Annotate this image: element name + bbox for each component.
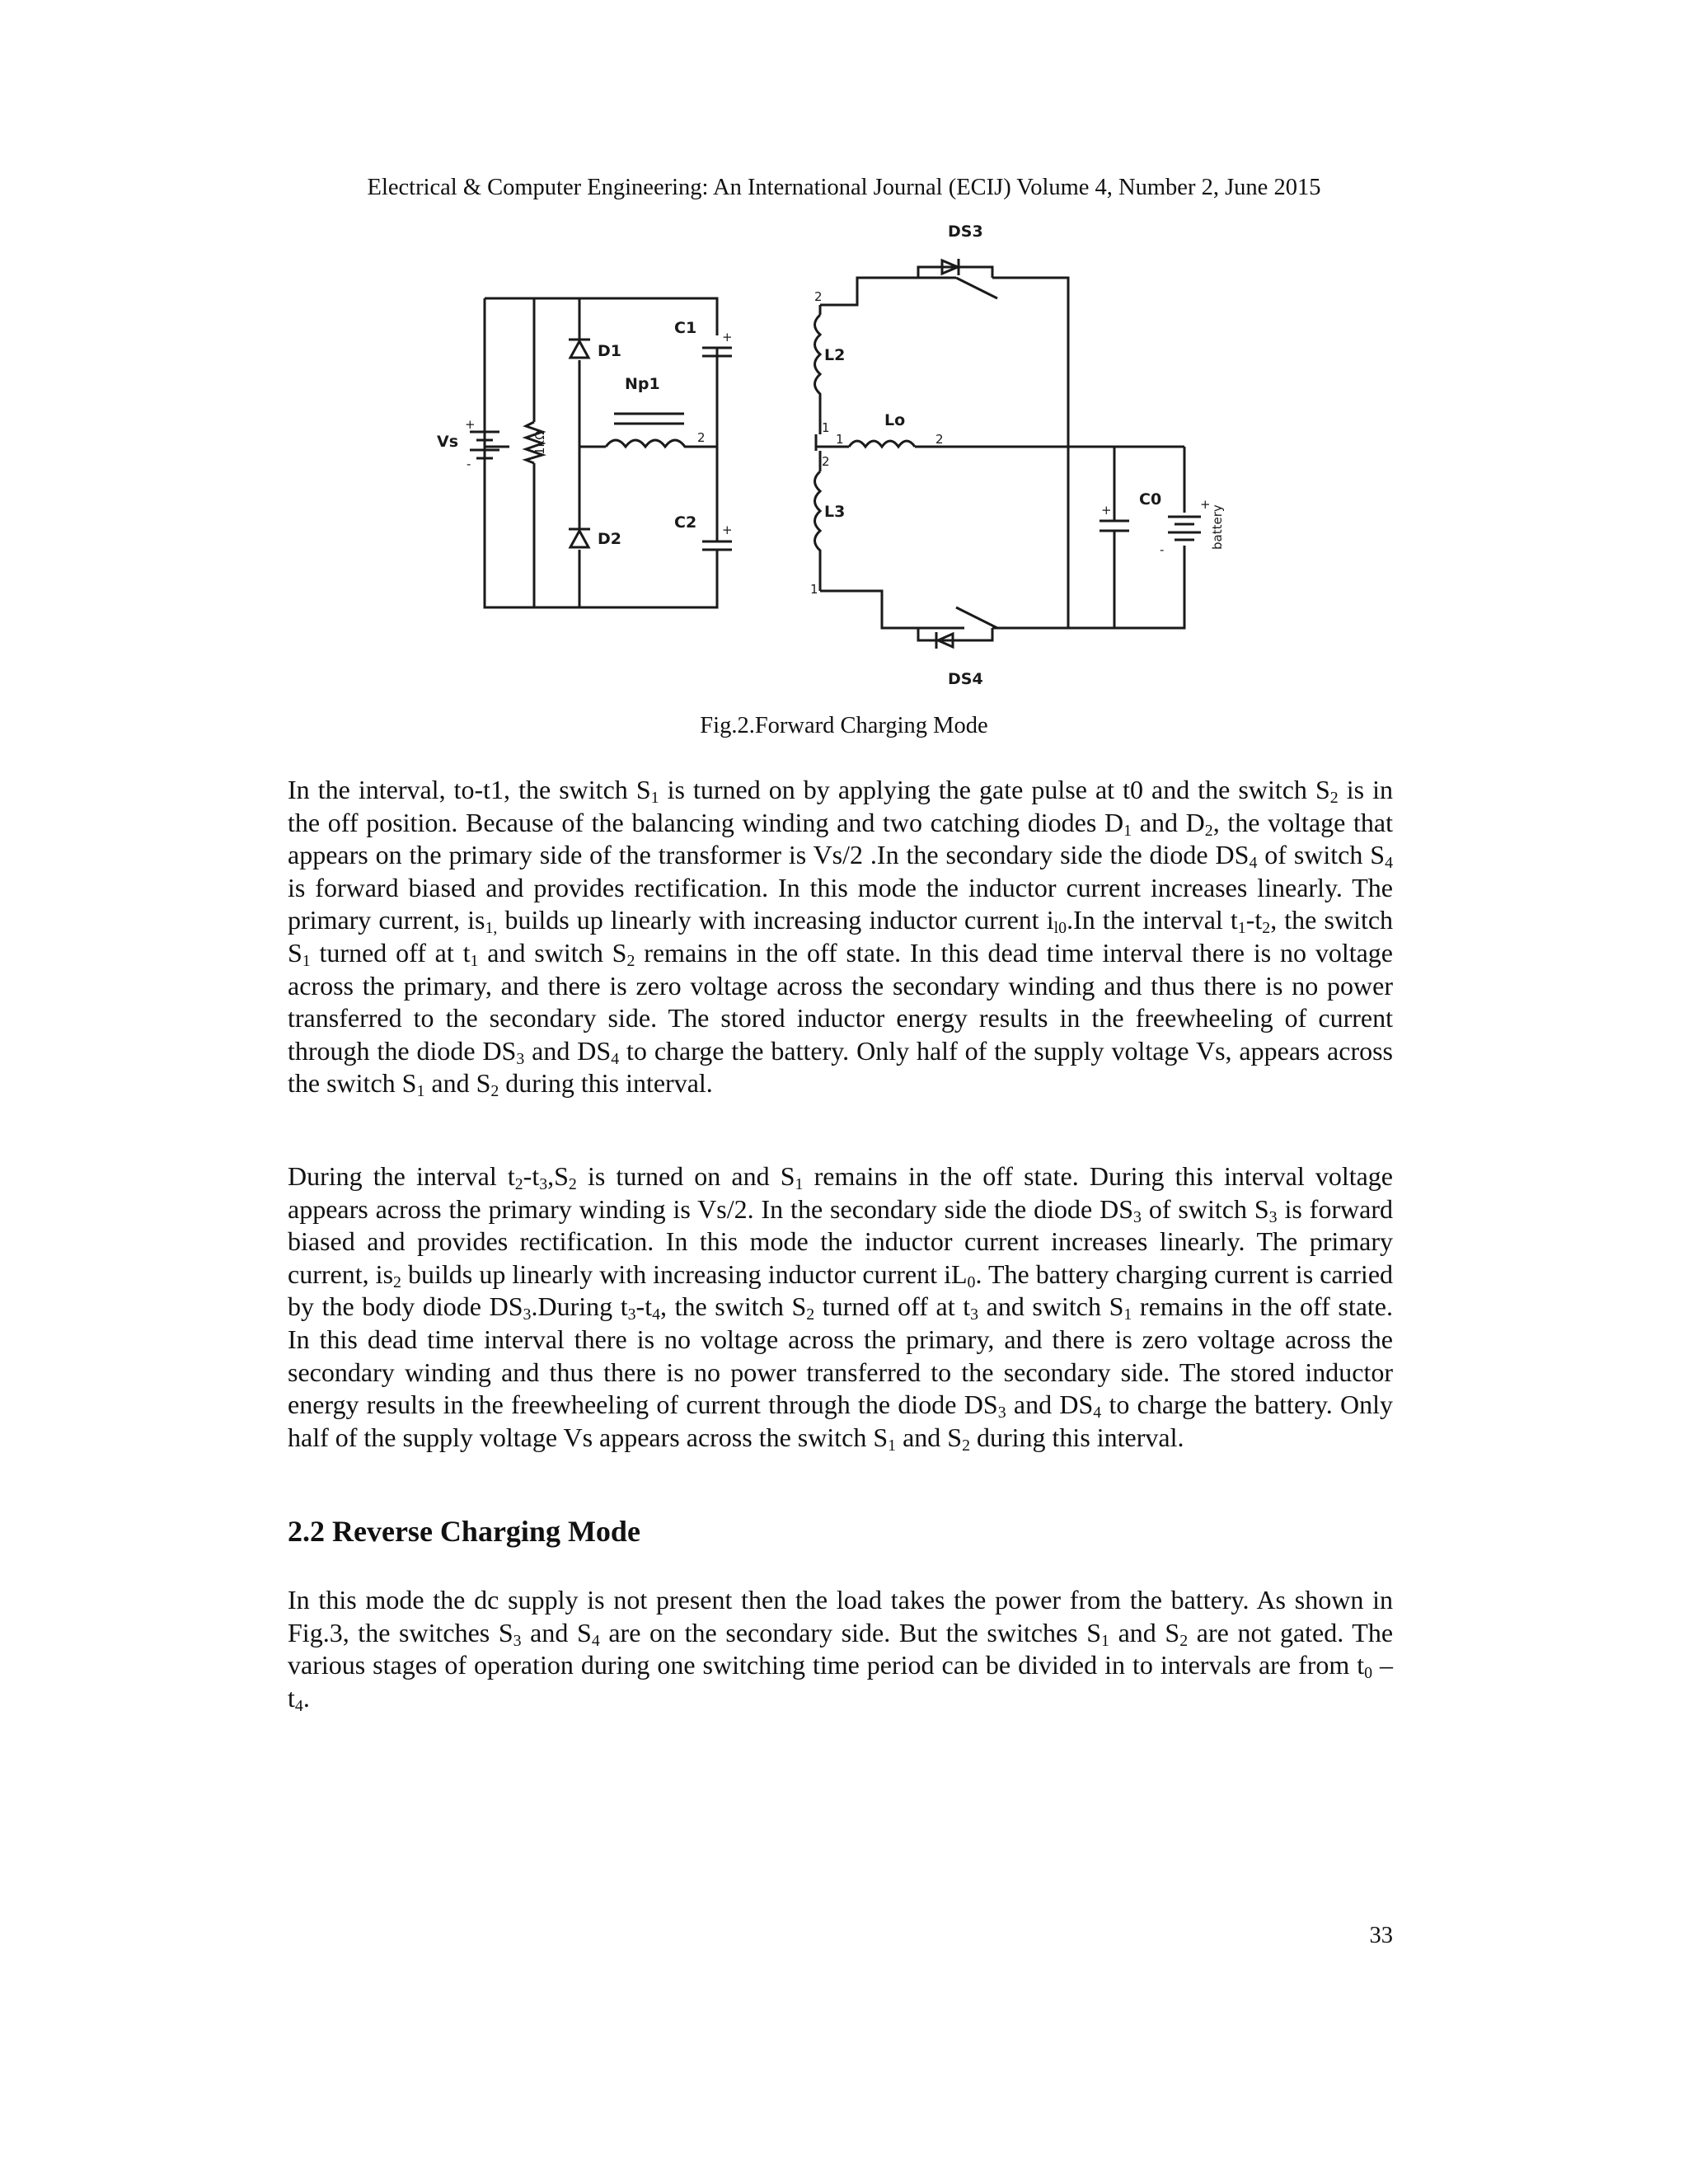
lo-label: Lo [884, 411, 906, 429]
subscript: 2 [626, 951, 635, 970]
c2-capacitor-symbol [702, 541, 732, 550]
subscript: 1, [485, 919, 498, 938]
section-heading-reverse-charging: 2.2 Reverse Charging Mode [288, 1515, 640, 1548]
battery-plus-label: + [1200, 497, 1211, 512]
ds3-label: DS3 [948, 223, 983, 241]
c0-capacitor-symbol [1100, 521, 1129, 531]
subscript: 4 [591, 1631, 600, 1650]
d2-diode-symbol [569, 529, 590, 547]
d2-label: D2 [598, 530, 621, 548]
subscript: 3 [513, 1631, 522, 1650]
subscript: 3 [970, 1305, 979, 1324]
subscript: 2 [393, 1272, 401, 1291]
subscript: 0 [967, 1272, 976, 1291]
subscript: 4 [652, 1305, 660, 1324]
subscript: 1 [416, 1082, 425, 1101]
subscript: 1 [650, 788, 659, 807]
ds4-label: DS4 [948, 670, 983, 688]
subscript: 1 [1237, 919, 1246, 938]
subscript: 3 [1133, 1207, 1142, 1226]
c0-plus-label: + [1101, 503, 1112, 518]
subscript: 4 [611, 1049, 620, 1068]
running-header: Electrical & Computer Engineering: An International Journal (ECIJ) Volume 4, Number 2, June 2015 [367, 175, 1321, 200]
l3-label: L3 [824, 503, 846, 521]
lo-inductor-symbol [849, 441, 915, 447]
subscript: 1 [888, 1436, 897, 1455]
lo-pin-left-label: 1 [836, 432, 844, 447]
battery-symbol [1168, 517, 1201, 540]
subscript: 2 [1329, 788, 1339, 807]
l2-label: L2 [824, 346, 846, 364]
subscript: 3 [1268, 1207, 1278, 1226]
paragraph-forward-interval-1: In the interval, to-t1, the switch $S_1$ is turned on by applying the gate pulse at t0 and the switch $S_2$ is in the off position. Because of the balancing winding and two catching diodes $D_1$ and $D_2$, the voltage that appears on the primary side of the transformer is Vs/2 .In the secondary side the diode $DS_4$ of switch $S_4$ is forward biased and provides rectification. In this mode the inductor current increases linearly. The primary current, $is_{1,}$ builds up linearly with increasing inductor current $i_{l0}.In$ the interval $t_1-t_2$, the switch $S_1$ turned off at $t_1$ and switch $S_2$ remains in the off state. In this dead time interval there is no voltage across the primary, and there is zero voltage across the secondary winding and thus there is no power transferred to the secondary side. The stored inductor energy results in the freewheeling of current through the diode $DS_3$ and $DS_4$ to charge the battery. Only half of the supply voltage Vs, appears across the switch $S_1$ and $S_2$ during this interval. [288, 775, 1394, 1101]
c2-label: C2 [674, 513, 697, 532]
forward-charging-circuit [429, 216, 1253, 702]
subscript: 4 [294, 1696, 303, 1715]
c1-label: C1 [674, 319, 697, 337]
subscript: 3 [627, 1305, 636, 1324]
subscript: 0 [1364, 1664, 1373, 1683]
l2-pin-bottom-label: 1 [822, 420, 830, 435]
l3-pin-top-label: 2 [822, 454, 830, 469]
subscript: 4 [1385, 854, 1394, 873]
l3-pin-bottom-label: 1 [810, 582, 818, 597]
subscript: 1 [1123, 1305, 1132, 1324]
center-tap-wire [816, 434, 832, 451]
subscript: 2 [1179, 1631, 1189, 1650]
c2-plus-label: + [722, 523, 733, 537]
subscript: 1 [1101, 1631, 1109, 1650]
subscript: 3 [539, 1174, 548, 1193]
paragraph-forward-interval-2: During the interval $t_2-t_3,S_2$ is turned on and $S_1$ remains in the off state. During this interval voltage appears across the primary winding is Vs/2. In the secondary side the diode $DS_3$ of switch $S_3$ is forward biased and provides rectification. In this mode the inductor current increases linearly. The primary current, $is_2$ builds up linearly with increasing inductor current $iL_0$. The battery charging current is carried by the body diode $DS_3.During$ $t_3-t_4$, the switch $S_2$ turned off at $t_3$ and switch $S_1$ remains in the off state. In this dead time interval there is no voltage across the primary, and there is zero voltage across the secondary winding and thus there is no power transferred to the secondary side. The stored inductor energy results in the freewheeling of current through the diode $DS_3$ and $DS_4$ to charge the battery. Only half of the supply voltage Vs appears across the switch $S_1$ and $S_2$ during this interval. [288, 1161, 1394, 1455]
vs-label: Vs [437, 433, 459, 451]
subscript: 1 [470, 951, 479, 970]
subscript: l0 [1053, 919, 1067, 938]
np1-winding-symbol [606, 414, 692, 447]
l2-winding-symbol [815, 305, 821, 434]
l3-bottom-lead-wire [820, 447, 1184, 628]
c0-label: C0 [1139, 490, 1162, 509]
ds4-switch-diode-symbol [918, 607, 1020, 649]
subscript: 2 [1204, 821, 1213, 840]
subscript: 1 [1123, 821, 1132, 840]
subscript: 2 [490, 1082, 499, 1101]
vs-minus-label: - [467, 457, 471, 471]
subscript: 1 [795, 1174, 804, 1193]
subscript: 4 [1093, 1404, 1102, 1422]
np1-label: Np1 [625, 375, 660, 393]
subscript: 2 [806, 1305, 815, 1324]
np1-pin-label: 2 [697, 430, 706, 445]
l2-pin-top-label: 2 [814, 289, 823, 304]
battery-minus-label: - [1160, 542, 1165, 557]
d1-diode-symbol [569, 340, 590, 358]
subscript: 2 [1262, 919, 1271, 938]
ds3-switch-diode-symbol [918, 259, 1020, 298]
paragraph-reverse-charging: In this mode the dc supply is not present then the load takes the power from the battery. As shown in Fig.3, the switches $S_3$ and $S_4$ are on the secondary side. But the switches $S_1$ and $S_2$ are not gated. The various stages of operation during one switching time period can be divided in to intervals are from $t_0 - t_4$. [288, 1585, 1394, 1715]
subscript: 3 [523, 1305, 532, 1324]
figure-caption: Fig.2.Forward Charging Mode [700, 713, 988, 738]
lo-pin-right-label: 2 [935, 432, 944, 447]
l2-top-lead-wire [820, 278, 1068, 447]
subscript: 2 [962, 1436, 970, 1455]
circuit-diagram-figure [429, 216, 1253, 702]
subscript: 1 [302, 951, 311, 970]
d1-label: D1 [598, 342, 621, 360]
subscript: 3 [997, 1404, 1006, 1422]
page-number: 33 [1369, 1923, 1393, 1948]
l3-winding-symbol [815, 451, 821, 591]
c1-plus-label: + [722, 330, 733, 344]
subscript: 2 [568, 1174, 577, 1193]
subscript: 3 [516, 1049, 525, 1068]
subscript: 2 [514, 1174, 523, 1193]
subscript: 4 [1249, 854, 1258, 873]
battery-label: battery [1210, 504, 1225, 550]
resistor-value-label: 1kΩ [532, 430, 547, 455]
vs-plus-label: + [465, 417, 476, 432]
